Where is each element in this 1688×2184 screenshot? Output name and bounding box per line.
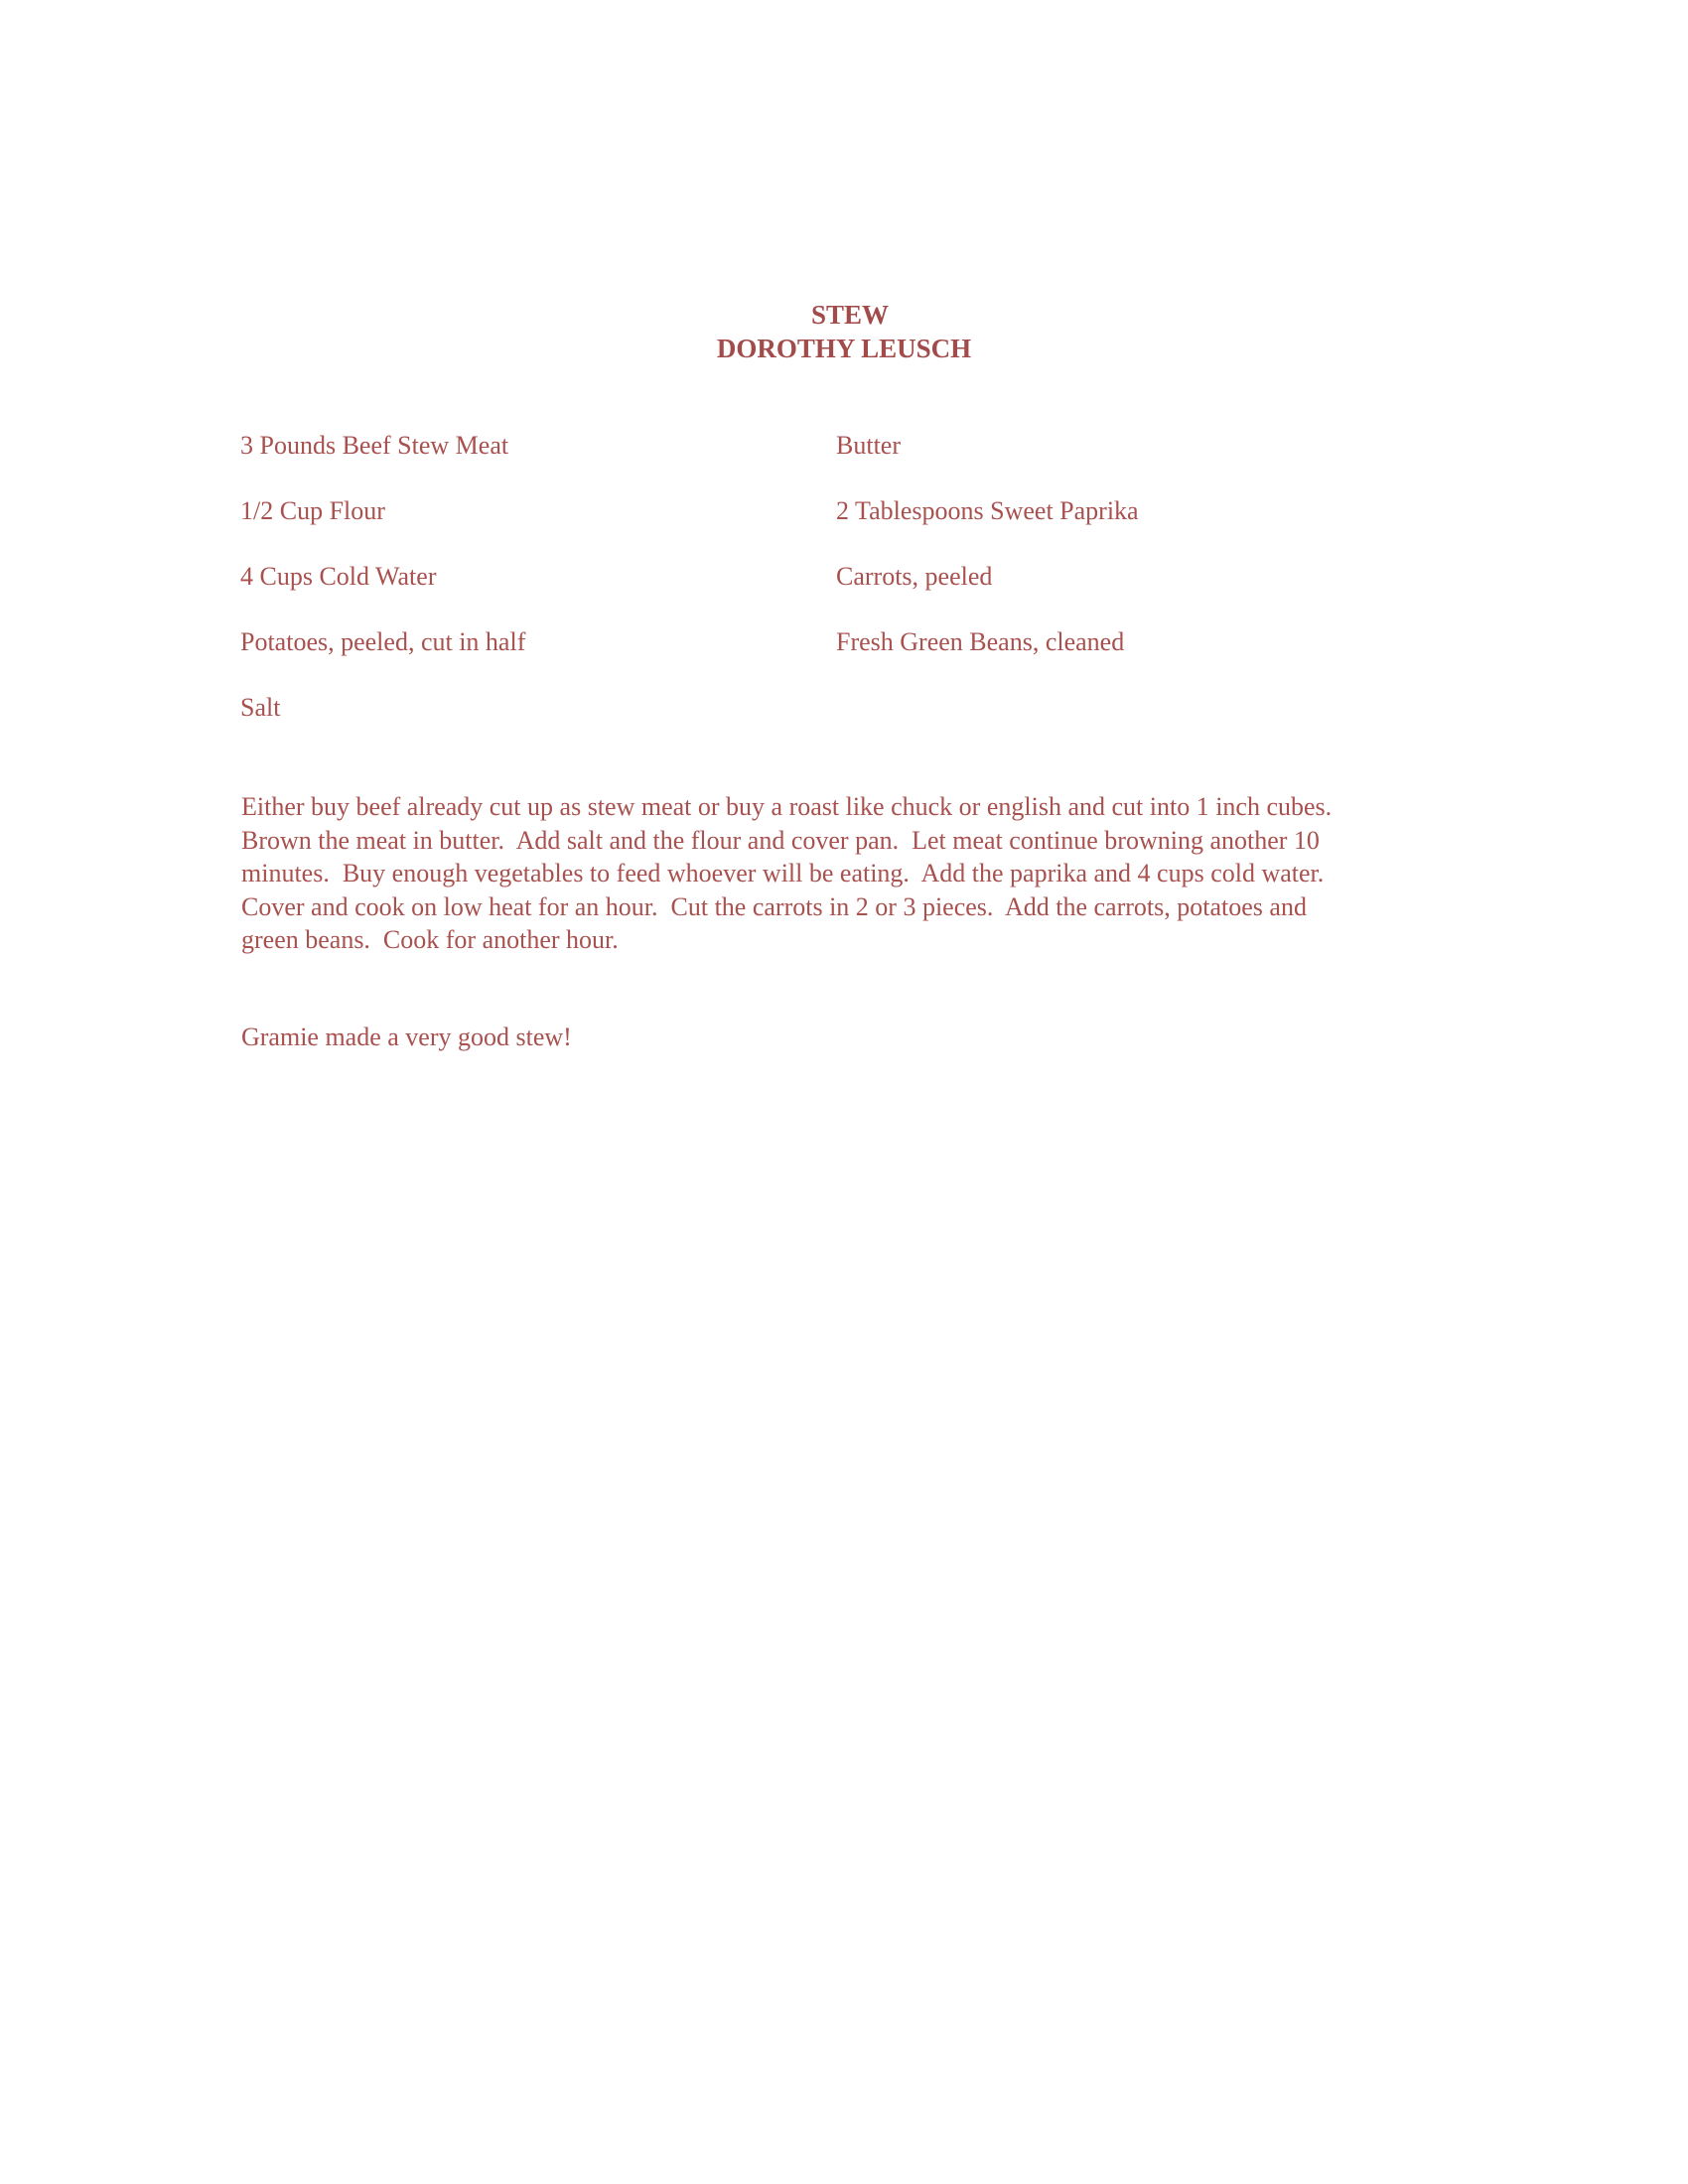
instructions-line: Cover and cook on low heat for an hour. Cut the carrots in 2 or 3 pieces. Add the carrots, potatoes and [241,891,1307,921]
instructions-line: Either buy beef already cut up as stew meat or buy a roast like chuck or english and cut into 1 inch cubes. [241,792,1333,821]
recipe-header [0,298,1688,365]
recipe-note: Gramie made a very good stew! [241,1023,572,1051]
instructions-paragraph [241,790,1433,957]
ingredient-item: 1/2 Cup Flour [240,496,385,525]
ingredient-item: 3 Pounds Beef Stew Meat [240,431,509,460]
ingredient-item: Fresh Green Beans, cleaned [836,627,1125,656]
ingredient-item: Potatoes, peeled, cut in half [240,627,526,656]
instructions-line: minutes. Buy enough vegetables to feed whoever will be eating. Add the paprika and 4 cups cold water. [241,859,1325,887]
ingredient-item: 2 Tablespoons Sweet Paprika [836,496,1139,525]
ingredient-item: 4 Cups Cold Water [240,562,437,591]
instructions-line: green beans. Cook for another hour. [241,925,619,954]
ingredient-item: Salt [240,693,281,722]
ingredient-item: Butter [836,431,901,460]
ingredient-item: Carrots, peeled [836,562,993,591]
instructions-line: Brown the meat in butter. Add salt and the flour and cover pan. Let meat continue browning another 10 [241,825,1320,855]
recipe-title: STEW [810,300,890,330]
ingredients-list [240,429,1432,737]
recipe-author: DOROTHY LEUSCH [716,334,972,363]
